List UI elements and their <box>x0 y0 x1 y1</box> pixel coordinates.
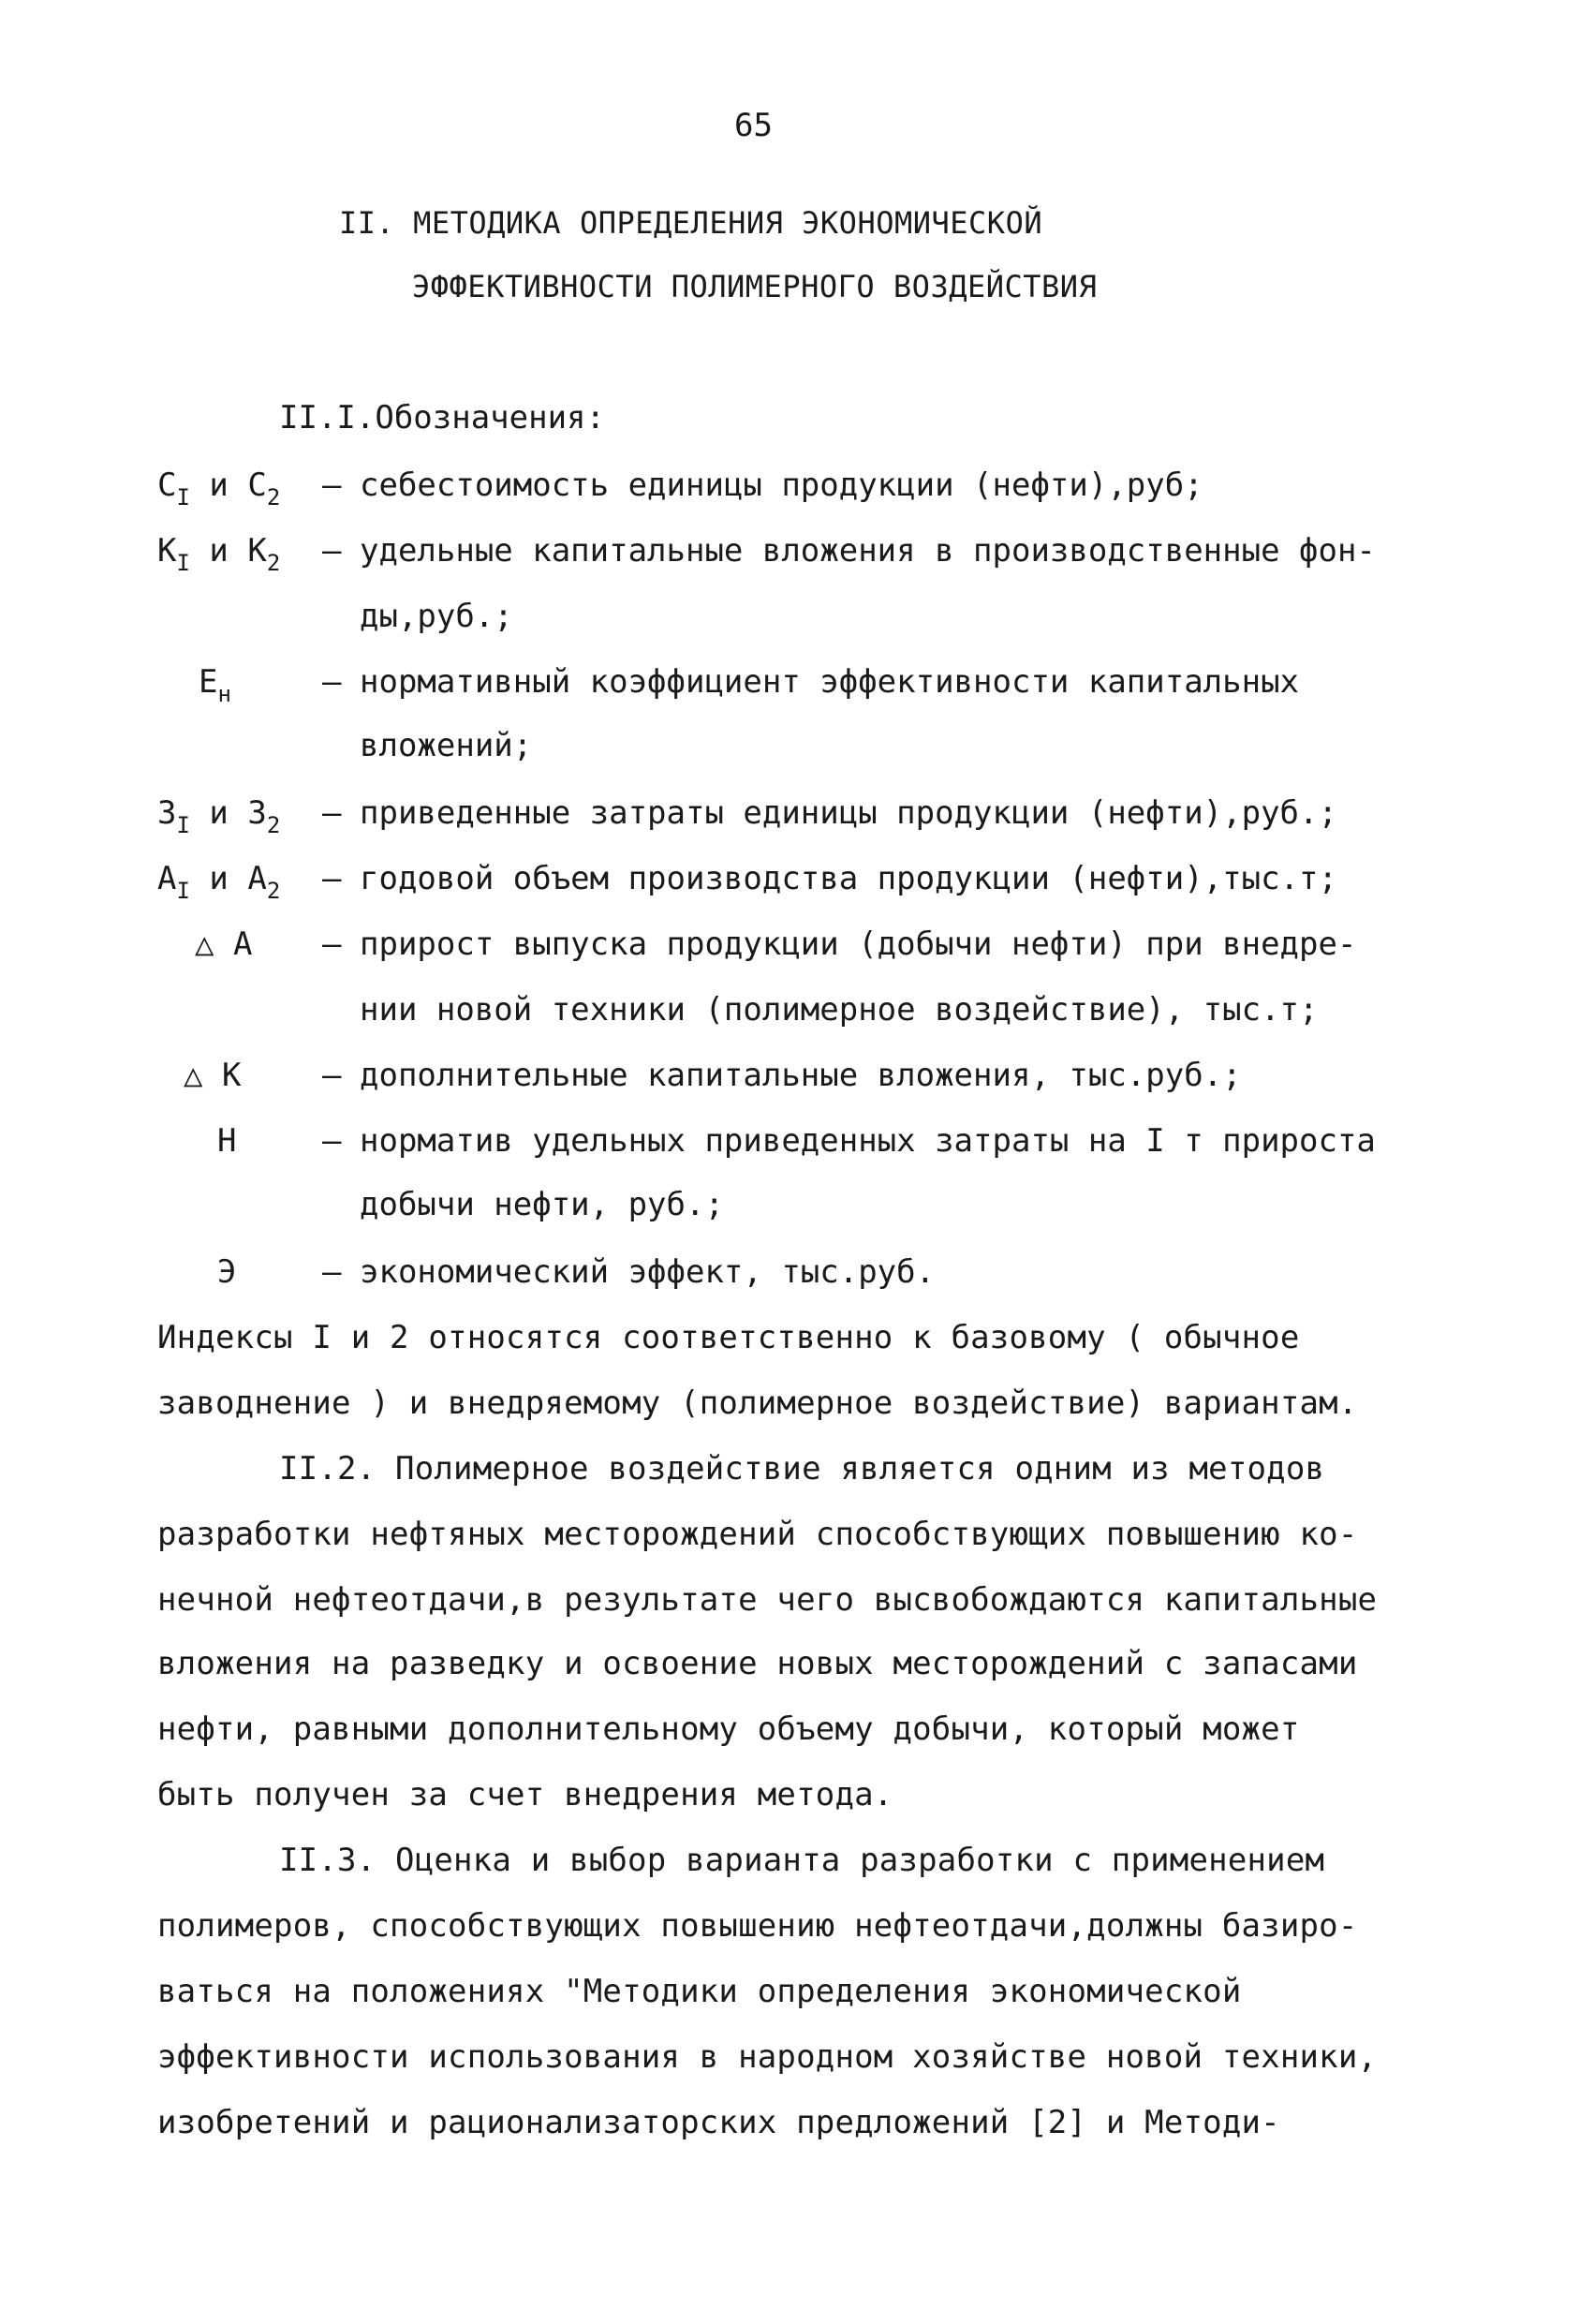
definition-symbol: $Е_н$ <box>199 663 231 707</box>
definition-text-cont: ды,руб.; <box>360 598 513 635</box>
definition-dash: – <box>322 663 342 701</box>
paragraph-3-line: эффективности использования в народном хозяйстве новой техники, <box>157 2038 1378 2076</box>
paragraph-2-line: нефти, равными дополнительному объему добычи, который может <box>157 1710 1300 1748</box>
page-number: 65 <box>734 107 773 144</box>
definition-text-cont: добычи нефти, руб.; <box>360 1186 724 1223</box>
paragraph-3-line: полимеров, способствующих повышению нефтеотдачи,должны базиро- <box>157 1907 1358 1945</box>
definition-symbol: △ А <box>195 925 253 963</box>
definition-symbol: Э <box>217 1253 237 1291</box>
paragraph-2-line: нечной нефтеотдачи,в результате чего высвобождаются капитальные <box>157 1581 1378 1619</box>
definition-dash: – <box>322 794 342 832</box>
heading-line-1: II. МЕТОДИКА ОПРЕДЕЛЕНИЯ ЭКОНОМИЧЕСКОЙ <box>339 205 1043 241</box>
definition-text: экономический эффект, тыс.руб. <box>360 1253 936 1291</box>
definition-text: удельные капитальные вложения в производственные фон- <box>360 532 1376 570</box>
definition-text: приведенные затраты единицы продукции (нефти),руб.; <box>360 794 1337 832</box>
section-title-designations: II.I.Обозначения: <box>279 399 605 437</box>
definition-symbol: $К_I$ и $К_2$ <box>157 532 281 576</box>
definition-text: прирост выпуска продукции (добычи нефти) при внедре- <box>360 925 1357 963</box>
definition-dash: – <box>322 860 342 897</box>
paragraph-3-line: ваться на положениях "Методики определения экономической <box>157 1973 1242 2010</box>
definition-text: дополнительные капитальные вложения, тыс.руб.; <box>360 1057 1242 1094</box>
paragraph-3-line: изобретений и рационализаторских предложений [2] и Методи- <box>157 2104 1280 2141</box>
definition-dash: – <box>322 1057 342 1094</box>
indices-note-line: Индексы I и 2 относятся соответственно к базовому ( обычное <box>157 1319 1300 1356</box>
definition-text: нормативный коэффициент эффективности капитальных <box>360 663 1300 701</box>
heading-line-2: ЭФФЕКТИВНОСТИ ПОЛИМЕРНОГО ВОЗДЕЙСТВИЯ <box>412 269 1098 304</box>
paragraph-2-line: разработки нефтяных месторождений способствующих повышению ко- <box>157 1516 1358 1553</box>
definition-symbol: Н <box>217 1122 237 1160</box>
paragraph-2-line: II.2. Полимерное воздействие является одним из методов <box>279 1450 1325 1488</box>
definition-symbol: $З_I$ и $З_2$ <box>157 794 281 838</box>
definition-dash: – <box>322 1253 342 1291</box>
definition-dash: – <box>322 466 342 504</box>
definition-text: годовой объем производства продукции (нефти),тыс.т; <box>360 860 1337 897</box>
definition-text: себестоимость единицы продукции (нефти),руб; <box>360 466 1203 504</box>
definition-dash: – <box>322 532 342 570</box>
definition-dash: – <box>322 1122 342 1160</box>
definition-text: норматив удельных приведенных затраты на I т прироста <box>360 1122 1376 1160</box>
paragraph-2-line: вложения на разведку и освоение новых месторождений с запасами <box>157 1645 1358 1682</box>
paragraph-3-line: II.3. Оценка и выбор варианта разработки с применением <box>279 1842 1325 1879</box>
definition-text-cont: вложений; <box>360 727 533 764</box>
definition-text-cont: нии новой техники (полимерное воздействие), тыс.т; <box>360 991 1319 1029</box>
definition-dash: – <box>322 925 342 963</box>
definition-symbol: $А_I$ и $А_2$ <box>157 860 281 904</box>
indices-note-line: заводнение ) и внедряемому (полимерное воздействие) вариантам. <box>157 1384 1358 1422</box>
paragraph-2-line: быть получен за счет внедрения метода. <box>157 1776 893 1813</box>
definition-symbol: △ К <box>184 1057 242 1094</box>
definition-symbol: $C_I$ и $C_2$ <box>157 466 281 511</box>
